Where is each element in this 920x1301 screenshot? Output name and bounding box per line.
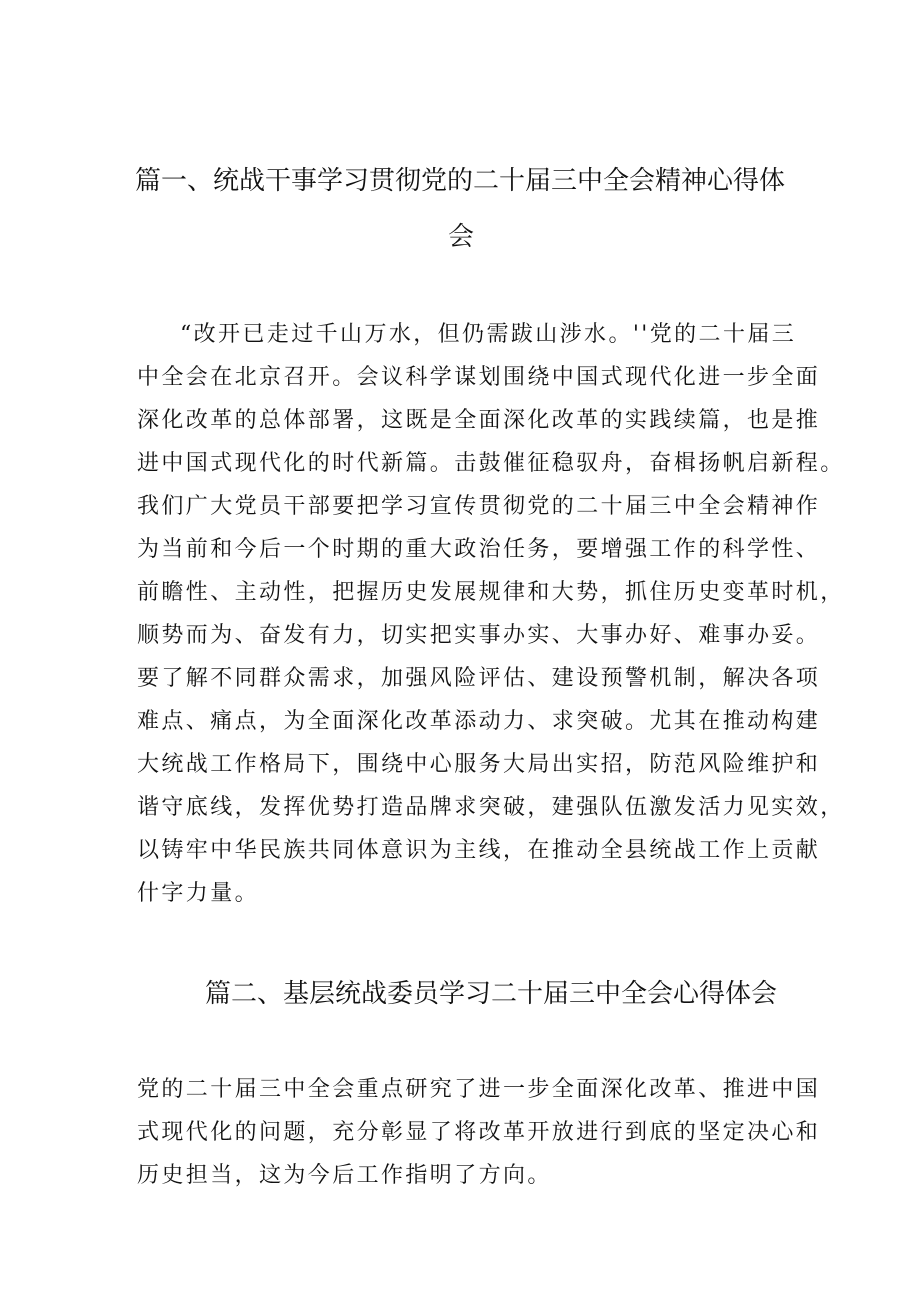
section1-paragraph-line: 顺势而为、奋发有力，切实把实事办实、大事办好、难事办妥。 — [137, 623, 821, 648]
section1-paragraph-line: 大统战工作格局下，围绕中心服务大局出实招，防范风险维护和 — [137, 752, 821, 777]
section2-paragraph-line: 式现代化的问题，充分彰显了将改革开放进行到底的坚定决心和 — [137, 1120, 821, 1145]
section1-title-line2: 会 — [448, 222, 475, 252]
section1-paragraph-line: 前瞻性、主动性，把握历史发展规律和大势，抓住历史变革时机， — [137, 580, 845, 605]
section1-paragraph-line: 要了解不同群众需求，加强风险评估、建设预警机制，解决各项 — [137, 666, 821, 691]
section1-paragraph-line: 我们广大党员干部要把学习宣传贯彻党的二十届三中全会精神作 — [137, 494, 821, 519]
section1-paragraph-line: 谐守底线，发挥优势打造品牌求突破，建强队伍激发活力见实效， — [137, 795, 845, 820]
section1-paragraph-line: 为当前和今后一个时期的重大政治任务，要增强工作的科学性、 — [137, 537, 821, 562]
section2-paragraph-line: 历史担当，这为今后工作指明了方向。 — [137, 1163, 552, 1188]
section2-paragraph-line: 党的二十届三中全会重点研究了进一步全面深化改革、推进中国 — [137, 1077, 821, 1102]
section2-title: 篇二、基层统战委员学习二十届三中全会心得体会 — [205, 979, 778, 1009]
section1-paragraph-line: 以铸牢中华民族共同体意识为主线，在推动全县统战工作上贡献 — [137, 838, 821, 863]
section1-paragraph-line: 中全会在北京召开。会议科学谋划围绕中国式现代化进一步全面 — [137, 365, 821, 390]
section1-title-line1: 篇一、统战干事学习贯彻党的二十届三中全会精神心得体 — [135, 166, 786, 196]
section1-paragraph-line: 什字力量。 — [137, 881, 260, 906]
section1-paragraph-line: 进中国式现代化的时代新篇。击鼓催征稳驭舟，奋楫扬帆启新程。 — [137, 451, 845, 476]
section1-paragraph-line: “改开已走过千山万水，但仍需跋山涉水。''党的二十届三 — [180, 322, 797, 347]
section1-paragraph-line: 难点、痛点，为全面深化改革添动力、求突破。尤其在推动构建 — [137, 709, 821, 734]
section1-paragraph-line: 深化改革的总体部署，这既是全面深化改革的实践续篇，也是推 — [137, 408, 821, 433]
